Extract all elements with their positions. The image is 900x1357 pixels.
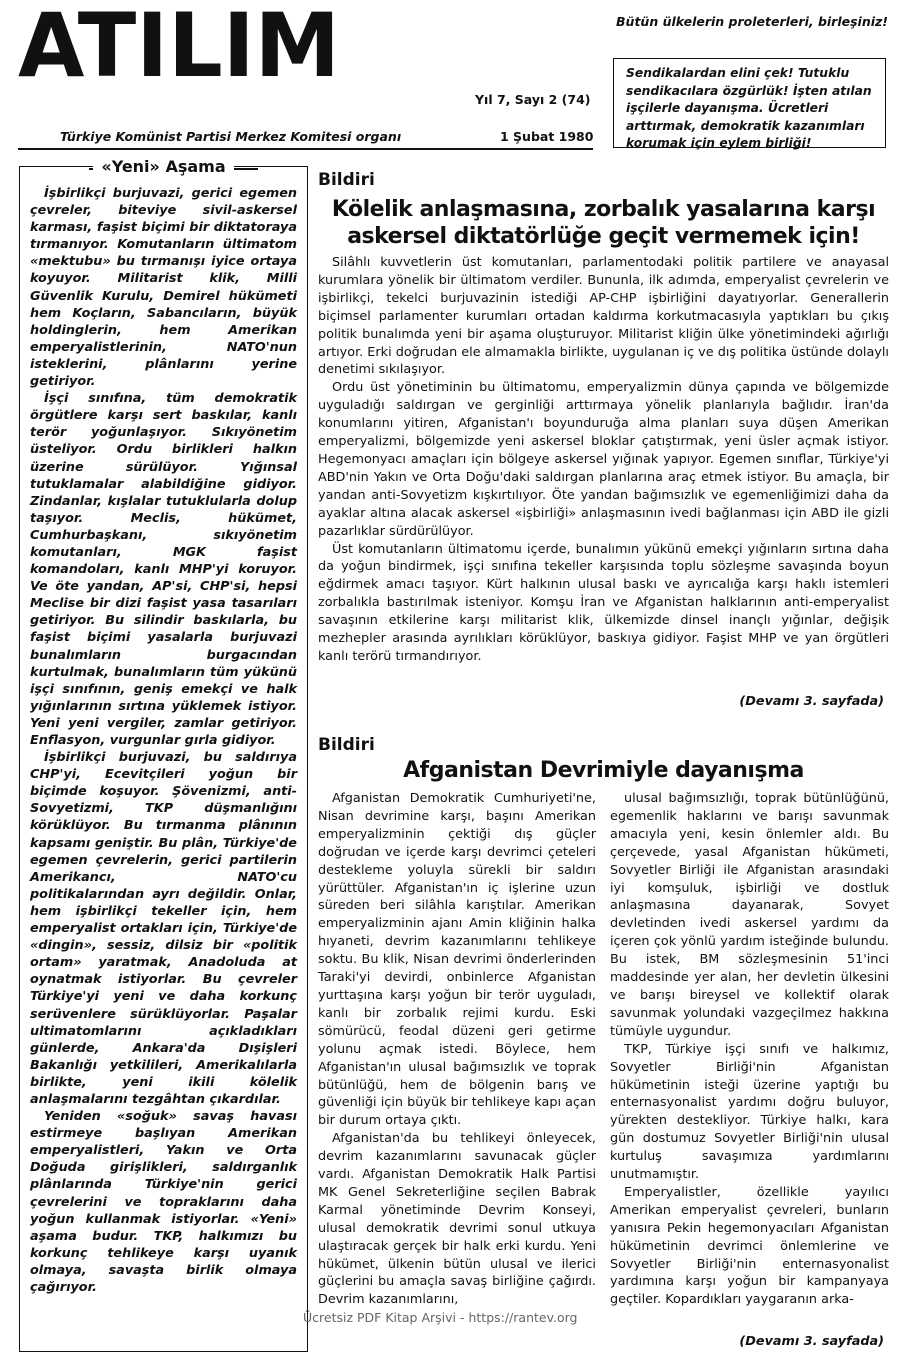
- left-paragraph: Yeniden «soğuk» savaş havası estirmeye başlıyan Amerikan emperyalistleri, Yakın ve Orta Doğuda girişlikleri, saldırganlık plânlarında Türkiye'nin gerici çevrelerini ve topraklarını daha yoğun kullanmak istiyorlar. «Yeni» aşama budur. TKP, halkımızı bu korkunç tehlikeye karşı uyanık olmaya, savaşta birlik olmaya çağırıyor.: [30, 1109, 297, 1295]
- article1-body: [318, 254, 889, 666]
- masthead-title: ATILIM: [18, 2, 340, 84]
- article1-label: Bildiri: [318, 170, 375, 190]
- article2-continued: (Devamı 3. sayfada): [739, 1334, 884, 1349]
- article2-paragraph: Emperyalistler, özellikle yayılıcı Amerikan emperyalist çevreleri, bunların yanısıra Pekin hegemonyacıları Afganistan hükümetinin devrimci önlemlerine ve Sovyetler Birliği'nin enternasyonalist yardımına karşı yoğun bir kampanyaya geçtiler. Kopardıkları yaygaranın arka-: [610, 1184, 889, 1308]
- left-paragraph: İşçi sınıfına, tüm demokratik örgütlere karşı sert baskılar, kanlı terör yoğunlaşıyor. Sıkıyönetim üsteliyor. Ordu birlikleri halkın üzerine sürülüyor. Yığınsal tutuklamalar alabildiğine gidiyor. Zindanlar, kışlalar tutuklularla dolup taşıyor. Meclis, hükümet, Cumhurbaşkanı, sıkıyönetim komutanları, MGK faşist komandoları, kanlı MHP'yi koruyor. Ve öte yandan, AP'si, CHP'si, hepsi Meclise bir dizi faşist yasa tasarıları getiriyor. Bu silindir baskılarla, bu faşist biçimi yasalarla burjuvazi bunalımların burgacından kurtulmak, bunalımların tüm yükünü işçi sınıfının, geniş emekçi ve halk yığınlarının sırtına yüklemek istiyor. Yeni yeni vergiler, zamlar getiriyor. Enflasyon, vurgunlar gırla gidiyor.: [30, 391, 297, 748]
- slogan: Bütün ülkelerin proleterleri, birleşiniz!: [616, 14, 888, 29]
- left-paragraph: İşbirlikçi burjuvazi, bu saldırıya CHP'yi, Ecevitçileri yoğun bir biçimde koşuyor. Şövenizmi, anti-Sovyetizmi, TKP düşmanlığını körüklüyor. Bu tırmanma plânının kapsamı geniştir. Bu plân, Türkiye'de egemen çevrelerin, gerici partilerin Amerikancı, NATO'cu politikalarından ayrı değildir. Onlar, hem işbirlikçi tekeller için, hem emperyalist ortakları için, Türkiye'de «dingin», sessiz, dilsiz bir «politik ortam» yaratmak, Anadoluda at oynatmak istiyorlar. Bu çevreler Türkiye'yi yeni ve daha korkunç serüvenlere sürüklüyorlar. Paşalar ultimatomlarını açıkladıkları günlerde, Ankara'da Dışişleri Bakanlığı yetkilileri, Amerikalılarla birlikte, yeni ikili kölelik anlaşmalarını tezgâhtan çıkardılar.: [30, 750, 297, 1107]
- article2-paragraph: ulusal bağımsızlığı, toprak bütünlüğünü, egemenlik haklarını ve barışı savunmak amacıyla yeni, kesin önlemler aldı. Bu çerçevede, yasal Afganistan hükümeti, Sovyetler Birliği ile Afganistan arasındaki iyi komşuluk, işbirliği ve dostluk anlaşmasına dayanarak, Sovyet devletinden ivedi askersel yardımı da içeren çok yönlü yardım isteğinde bulundu. Bu istek, BM sözleşmesinin 51'inci maddesinde yer alan, her devletin ülkesini ve barışı bireysel ve kollektif olarak savunmak yolundaki vazgeçilmez hakkına tümüyle uygundur.: [610, 791, 889, 1039]
- article2-column-1: [318, 790, 596, 1309]
- issue-date: 1 Şubat 1980: [500, 129, 594, 144]
- organ-subtitle: Türkiye Komünist Partisi Merkez Komitesi organı: [60, 129, 402, 144]
- article2-column-2: [610, 790, 889, 1309]
- article2-label: Bildiri: [318, 735, 375, 755]
- left-article-title: «Yeni» Aşama: [93, 157, 233, 176]
- article2-paragraph: Afganistan'da bu tehlikeyi önleyecek, devrim kazanımlarını savunacak güçler vardı. Afganistan Demokratik Halk Partisi MK Genel Sekreterliğine seçilen Babrak Karmal yönetiminde Devrim Konseyi, ulusal demokratik devrimi sonul utkuya ulaştıracak gerçek bir halk erki kurdu. Yeni hükümet, ülkenin bütün ulusal ve ilerici güçlerini bu amaçla savaş birliğine çağırdı. Devrim kazanımlarını,: [318, 1131, 596, 1308]
- article1-continued: (Devamı 3. sayfada): [739, 694, 884, 709]
- article2-headline: Afganistan Devrimiyle dayanışma: [403, 758, 804, 783]
- header-rule: [18, 148, 593, 150]
- left-article: [19, 157, 308, 1352]
- article1-paragraph: Silâhlı kuvvetlerin üst komutanları, parlamentodaki politik partilere ve anayasal kurumlara yönelik bir ültimatom verdiler. Bununla, ilk adımda, emperyalist çevrelerin ve işbirlikçi, tekelci burjuvazinin istediği AP-CHP işbirliğini dayatıyorlar. Generallerin biçimsel parlamenter kurumları ortadan kaldırma korkutmacasıyla yaptıkları bu çıkış politik bunalımda yeni bir aşama oluşturuyor. Militarist kliğin ülke yönetimindeki ağırlığı artıyor. Erki doğrudan ele almamakla birlikte, uygulanan iç ve dış politika üstünde dolaylı denetimi sıkılaşıyor.: [318, 255, 889, 378]
- left-article-title-wrap: [19, 158, 308, 177]
- left-paragraph: İşbirlikçi burjuvazi, gerici egemen çevreler, biteviye sivil-askersel karması, faşist biçimi bir diktatoraya tırmanıyor. Komutanların ültimatom «mektubu» bu tırmanışı iyice ortaya koyuyor. Militarist klik, Milli Güvenlik Kurulu, Demirel hükümeti hem Koçların, Sabancıların, büyük holdinglerin, hem Amerikan emperyalistlerinin, NATO'nun isteklerini, plânlarını yerine getiriyor.: [30, 186, 297, 390]
- article1-paragraph: Ordu üst yönetiminin bu ültimatomu, emperyalizmin dünya çapında ve bölgemizde uyguladığı saldırgan ve gerginliği arttırmaya yönelik planlarıyla bağlıdır. İran'da konumlarını yitiren, Afganistan'ı boyunduruğa alma planları suya düşen Amerikan emperyalizmi, bölgemizde yeni askersel bloklar çatıştırmak, yeni üsler açmak istiyor. Hegemonyacı amaçları için bölgeye askersel yığınak yapıyor. Egemen sınıflar, Türkiye'yi ABD'nin Yakın ve Orta Doğu'daki saldırgan planlarına araç etmek istiyor. Bu amaçla, bir yandan anti-Sovyetizm kışkırtılıyor. Öte yandan bağımsızlık ve egemenliğimizi daha da ayaklar altına alacak askersel «işbirliği» anlaşmasının ivedi bağlanması için ABD ile gizli pazarlıklar sürdürülüyor.: [318, 380, 889, 539]
- callout-box: Sendikalardan elini çek! Tutuklu sendikacılara özgürlük! İşten atılan işçilerle dayanışma. Ücretleri arttırmak, demokratik kazanımları korumak için eylem birliği!: [613, 58, 886, 148]
- article2-paragraph: Afganistan Demokratik Cumhuriyeti'ne, Nisan devrimine karşı, başını Amerikan emperyalizminin çektiği dış güçler doğrudan ve içerde karşı devrimci çeteleri destekleme yoluyla sürekli bir saldırı yürüttüler. Afganistan'ın iç işlerine uzun süreden beri silâhla karıştılar. Amerikan emperyalizminin ajanı Amin kliğinin halka hıyaneti, devrim kazanımlarını tehlikeye soktu. Bu klik, Nisan devrimi önderlerinden Taraki'yi devirdi, onbinlerce Afganistan yurttaşına karşı yoğun bir terör uyguladı, kanlı bir zorbalık rejimi kurdu. Eski sömürücü, feodal düzeni geri getirme yolunu açmak istedi. Böylece, hem Afganistan'ın ulusal bağımsızlık ve toprak bütünlüğü, hem de bölgenin barış ve güvenliği için büyük bir tehlikeye kapı açan bir durum ortaya çıktı.: [318, 791, 596, 1129]
- article1-paragraph: Üst komutanların ültimatomu içerde, bunalımın yükünü emekçi yığınların sırtına daha da yoğun bindirmek, işçi sınıfına tekeller karşısında toplu sözleşme savaşında boyun eğdirmek amacı taşıyor. Kürt halkının ulusal baskı ve ayrıcalığa karşı haklı istemleri zorbalıkla bastırılmak isteniyor. Komşu İran ve Afganistan halklarının anti-emperyalist savaşının etkilerine karşı militarist klik, ülkemizde dinsel inançlı yığınlar, değişik mezhepler arasında ayrılıkları körüklüyor, baskıya gidiyor. Faşist MHP ve yan örgütleri kanlı terörü tırmandırıyor.: [318, 541, 889, 664]
- article2-paragraph: TKP, Türkiye işçi sınıfı ve halkımız, Sovyetler Birliği'nin Afganistan hükümetinin isteği üzerine yaptığı bu enternasyonalist yardımı doğru buluyor, yürekten destekliyor. Türkiye halkı, kara gün dostumuz Sovyetler Birliği'nin ulusal kurtuluş savaşımıza yardımlarını unutmamıştır.: [610, 1041, 889, 1183]
- masthead-logo: [18, 2, 343, 84]
- watermark-footer: Ücretsiz PDF Kitap Arşivi - https://rantev.org: [303, 1310, 578, 1325]
- issue-number: Yıl 7, Sayı 2 (74): [475, 92, 591, 107]
- article1-headline: Kölelik anlaşmasına, zorbalık yasalarına karşı askersel diktatörlüğe geçit vermemek için!: [331, 197, 876, 249]
